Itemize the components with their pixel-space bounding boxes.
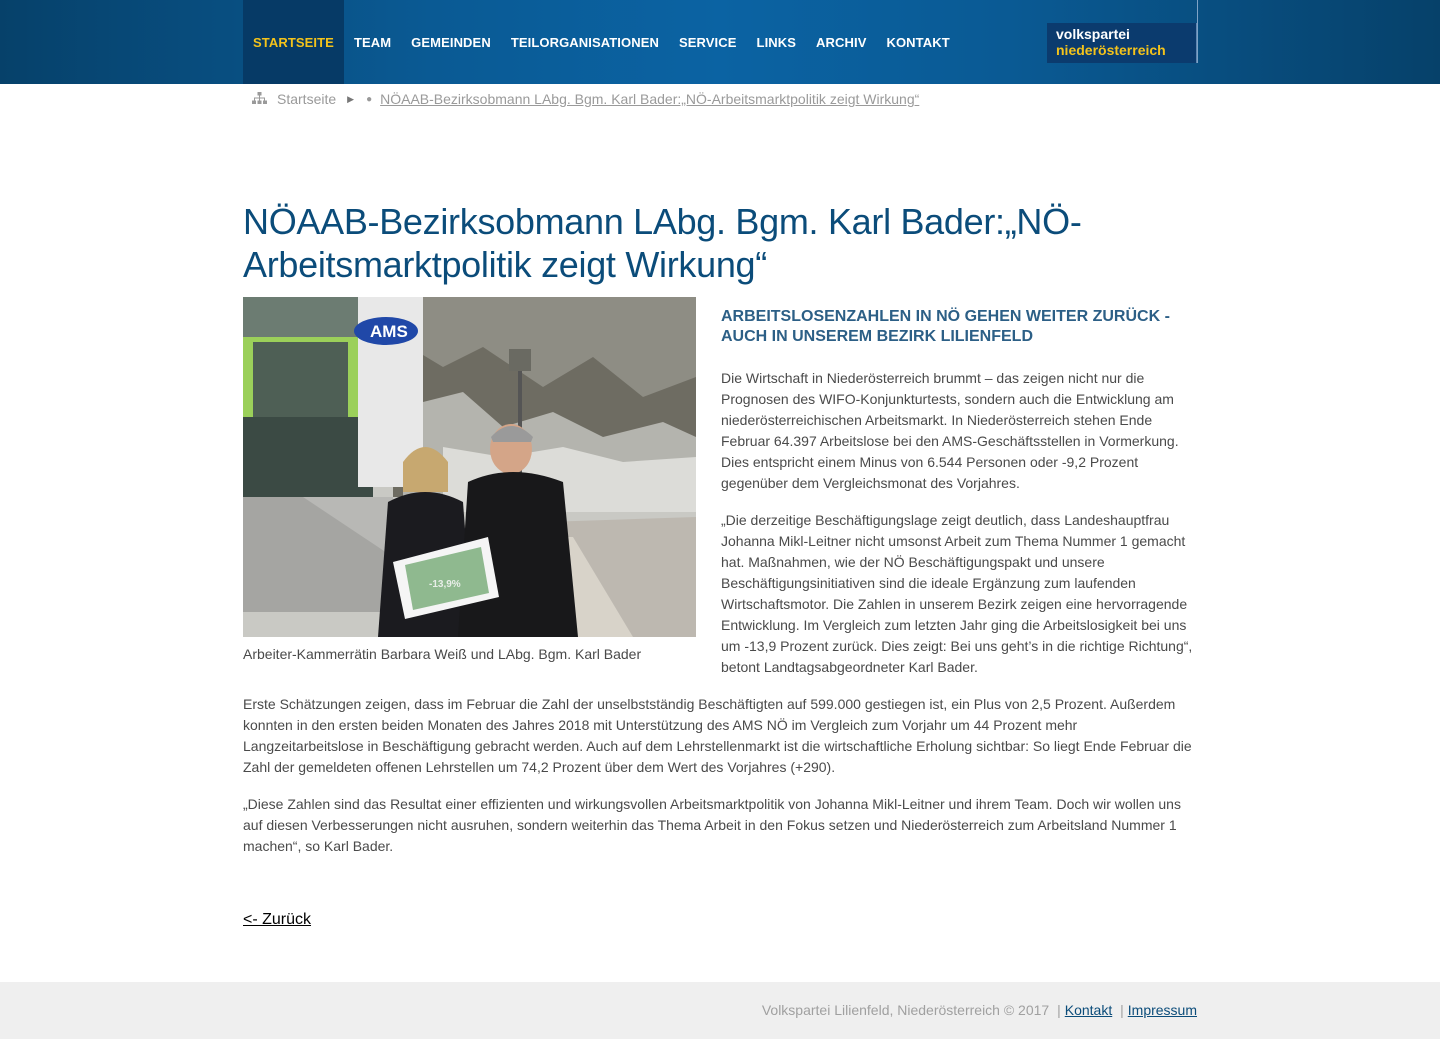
logo-line-1: volkspartei [1056, 26, 1130, 42]
article-subheading: ARBEITSLOSENZAHLEN IN NÖ GEHEN WEITER ZURÜCK - AUCH IN UNSEREM BEZIRK LILIENFELD [721, 308, 1170, 345]
photo-caption: Arbeiter-Kammerrätin Barbara Weiß und LAbg. Bgm. Karl Bader [243, 646, 642, 662]
nav-item-teilorganisationen[interactable]: TEILORGANISATIONEN [510, 34, 659, 50]
breadcrumb [252, 90, 919, 108]
map-percentage-label: -13,9% [429, 579, 461, 590]
breadcrumb-arrow-icon: ▶ [347, 93, 355, 104]
logo-divider [1197, 0, 1198, 63]
nav-item-service[interactable]: SERVICE [678, 34, 737, 50]
nav-item-archiv[interactable]: ARCHIV [816, 34, 867, 50]
footer-text [762, 1002, 1197, 1018]
logo-line-2: niederösterreich [1056, 42, 1166, 58]
article-photo [243, 297, 696, 637]
article-title: NÖAAB-Bezirksobmann LAbg. Bgm. Karl Bader:„NÖ-Arbeitsmarktpolitik zeigt Wirkung“ [243, 201, 1082, 285]
back-link[interactable]: <- Zurück [243, 911, 312, 928]
nav-item-team[interactable]: TEAM [353, 34, 392, 50]
main-nav [243, 0, 960, 84]
article-paragraph-1: Die Wirtschaft in Niederösterreich brummt – das zeigen nicht nur die Prognosen des WIFO-Konjunkturtests, sondern auch die Entwicklung am niederösterreichischen Arbeitsmarkt. In Niederösterreich stehen Ende Februar 64.397 Arbeitslose bei den AMS-Geschäftsstellen in Vormerkung. Dies entspricht einem Minus von 6.544 Personen oder -9,2 Prozent gegenüber dem Vergleichsmonat des Vorjahres. [721, 370, 1179, 491]
footer-copyright: Volkspartei Lilienfeld, Niederösterreich © 2017 [761, 1002, 1050, 1018]
nav-item-startseite[interactable]: STARTSEITE [243, 0, 344, 84]
ams-sign-text: AMS [370, 322, 408, 341]
footer-separator: | [1057, 1002, 1061, 1018]
footer-kontakt-link[interactable]: Kontakt [1064, 1002, 1113, 1018]
article-paragraph-2: „Die derzeitige Beschäftigungslage zeigt deutlich, dass Landeshauptfrau Johanna Mikl-Leitner nicht umsonst Arbeit zum Thema Nummer 1 gemacht hat. Maßnahmen, wie der NÖ Beschäftigungspakt und unsere Beschäftigungsinitiativen sind die ideale Ergänzung zum laufenden Wirtschaftsmotor. Die Zahlen in unserem Bezirk zeigen eine hervorragende Entwicklung. Im Vergleich zum letzten Jahr ging die Arbeitslosigkeit bei uns um -13,9 Prozent zurück. Dies zeigt: Bei uns geht’s in die richtige Richtung“, betont Landtagsabgeordneter Karl Bader. [721, 512, 1193, 675]
nav-item-gemeinden[interactable]: GEMEINDEN [411, 34, 491, 50]
site-logo[interactable] [1047, 23, 1197, 63]
footer-impressum-link[interactable]: Impressum [1127, 1002, 1197, 1018]
sitemap-icon [252, 92, 268, 106]
breadcrumb-bullet-icon: ● [366, 93, 373, 105]
site-footer [0, 982, 1440, 1039]
footer-separator: | [1120, 1002, 1124, 1018]
article-paragraph-3: Erste Schätzungen zeigen, dass im Februar die Zahl der unselbstständig Beschäftigten auf 599.000 gestiegen ist, ein Plus von 2,5 Prozent. Außerdem konnten in den ersten beiden Monaten des Jahres 2018 mit Unterstützung des AMS NÖ im Vergleich zum Vorjahr um 44 Prozent mehr Langzeitarbeitslose in Beschäftigung gebracht werden. Auch auf dem Lehrstellenmarkt ist die wirtschaftliche Erholung sichtbar: So liegt Ende Februar die Zahl der gemeldeten offenen Lehrstellen um 74,2 Prozent über dem Wert des Vorjahres (+290). [243, 696, 1192, 775]
nav-item-links[interactable]: LINKS [756, 34, 797, 50]
article-paragraph-4: „Diese Zahlen sind das Resultat einer effizienten und wirkungsvollen Arbeitsmarktpolitik von Johanna Mikl-Leitner und ihrem Team. Doch wir wollen uns auf diesen Verbesserungen nicht ausruhen, sondern weiterhin das Thema Arbeit in den Fokus setzen und Niederösterreich zum Arbeitsland Nummer 1 machen“, so Karl Bader. [243, 796, 1181, 854]
site-header [0, 0, 1440, 84]
breadcrumb-home-link[interactable]: Startseite [277, 91, 337, 107]
nav-item-kontakt[interactable]: KONTAKT [886, 34, 950, 50]
breadcrumb-current[interactable]: NÖAAB-Bezirksobmann LAbg. Bgm. Karl Bader:„NÖ-Arbeitsmarktpolitik zeigt Wirkung“ [380, 91, 920, 107]
